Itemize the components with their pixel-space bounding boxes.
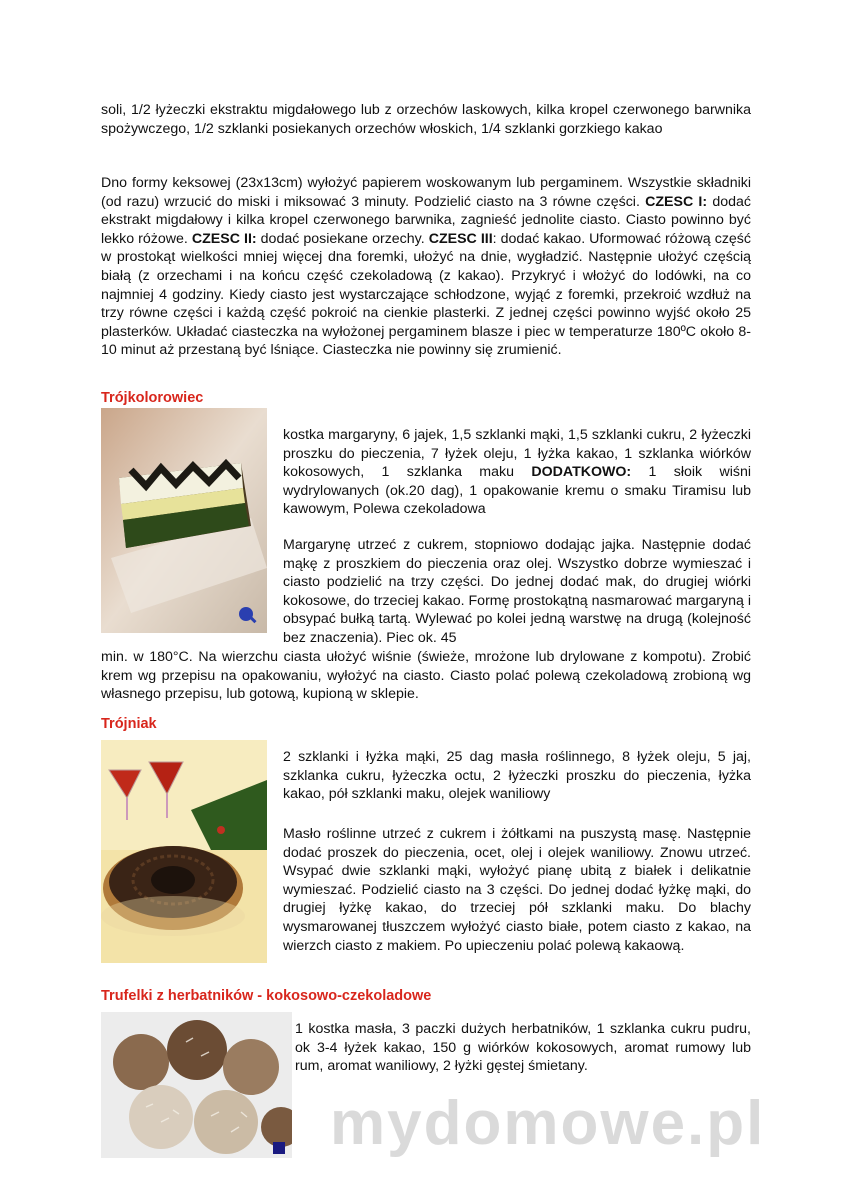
method-part-2: dodać ekstrakt migdałowy i kilka kropel czerwonego barwnika, zagnieść jednolite ciasto. Ciasto powinno być lekko różowe. [101,193,751,247]
ingredients-text: kostka margaryny, 6 jajek, 1,5 szklanki mąki, 1,5 szklanki cukru, 2 łyżeczki proszku do pieczenia, 7 łyżek oleju, 1 łyżka kakao, 1 szklanka wiórków kokosowych, 1 szklanka maku [283,427,751,481]
intro-ingredients: soli, 1/2 łyżeczki ekstraktu migdałowego lub z orzechów laskowych, kilka kropel czerwonego barwnika spożywczego, 1/2 szklanki posiekanych orzechów włoskich, 1/4 szklanki gorzkiego kakao [101,102,751,137]
recipe-photo-trufelki [101,1012,292,1158]
method-part-1: Dno formy keksowej (23x13cm) wyłożyć papierem woskowanym lub pergaminem. Wszystkie składniki (od razu) wrzucić do miski i miksować 3 minuty. Podzielić ciasto na 3 równe części. [101,175,751,210]
part-2-label: CZESC II: [191,230,257,247]
recipe-title-trufelki: Trufelki z herbatników - kokosowo-czekoladowe [101,988,432,1004]
trojniak-ingredients: 2 szklanki i łyżka mąki, 25 dag masła roślinnego, 8 łyżek oleju, 5 jaj, szklanka cukru, łyżeczka octu, 2 łyżeczki proszku do pieczenia, łyżka kakao, pół szklanki maku, olejek waniliowy [283,749,751,803]
method-part-3: dodać posiekane orzechy. [256,230,429,247]
recipe-photo-trojkolorowiec [101,408,267,633]
method-part-4: : dodać kakao. Uformować różową część w prostokąt wielkości mniej więcej dna foremki, ułożyć na dnie, wygładzić. Następnie ułożyć częścią białą (z orzechami i na końcu część czekoladową (z kakao). Przykryć i włożyć do lodówki, na co najmniej 4 godziny. Kiedy ciasto jest wystarczające schłodzone, wyjąć z foremki, przekroić wzdłuż na trzy równe części i każdą część pokroić na cienkie plasterki. Z jednej części powinno wyjść około 25 plasterków. Układać ciasteczka na wyłożonej pergaminem blasze i piec w temperaturze 180ºC około 8-10 minut aż przestaną być lśniące. Ciasteczka nie powinny się zrumienić. [101,230,751,359]
recipe-title-trojkolorowiec: Trójkolorowiec [101,390,204,406]
watermark: mydomowe.pl [330,1089,766,1158]
part-3-label: CZESC III [428,230,493,247]
trojkolorowiec-ingredients [283,426,751,519]
intro-method [101,174,751,360]
extra-label: DODATKOWO: [531,464,632,481]
recipe-title-trojniak: Trójniak [101,716,157,732]
trojkolorowiec-method-side: Margarynę utrzeć z cukrem, stopniowo dodając jajka. Następnie dodać mąkę z proszkiem do pieczenia oraz olej. Wszystko dobrze wymieszać i ciasto podzielić na trzy części. Do jednej dodać mak, do drugiej wiórki kokosowe, do trzeciej kakao. Formę prostokątną nasmarować margaryną i obsypać bułką tartą. Wylewać po kolei jedną warstwę na drugą (kolejność bez znaczenia). Piec ok. 45 [283,537,751,646]
part-1-label: CZESC I: [645,193,708,210]
extra-text: 1 słoik wiśni wydrylowanych (ok.20 dag), 1 opakowanie kremu o smaku Tiramisu lub kawowym, Polewa czekoladowa [283,464,751,518]
recipe-photo-trojniak [101,740,267,963]
trojniak-method: Masło roślinne utrzeć z cukrem i żółtkami na puszystą masę. Następnie dodać proszek do pieczenia, ocet, olej i olejek waniliowy. Znowu utrzeć. Wsypać dwie szklanki mąki, wyłożyć pianę ubitą z białek i delikatnie wymieszać. Podzielić ciasto na 3 części. Do jednej dodać łyżkę mąki, do drugiej łyżkę kakao, do trzeciej pół szklanki maku. Do blachy wysmarowanej tłuszczem wyłożyć ciasto białe, potem ciasto z kakao, na wierzch ciasto z makiem. Po upieczeniu polać polewą kakaową. [283,826,751,954]
trojkolorowiec-method-full: min. w 180°C. Na wierzchu ciasta ułożyć wiśnie (świeże, mrożone lub drylowane z kompotu). Zrobić krem wg przepisu na opakowaniu, wyłożyć na ciasto. Ciasto polać polewą czekoladową zrobioną wg własnego przepisu, lub gotową, kupioną w sklepie. [101,649,751,703]
trufelki-ingredients: 1 kostka masła, 3 paczki dużych herbatników, 1 szklanka cukru pudru, ok 3-4 łyżek kakao, 150 g wiórków kokosowych, aromat rumowy lub rum, aromat waniliowy, 2 łyżki gęstej śmietany. [295,1021,751,1075]
